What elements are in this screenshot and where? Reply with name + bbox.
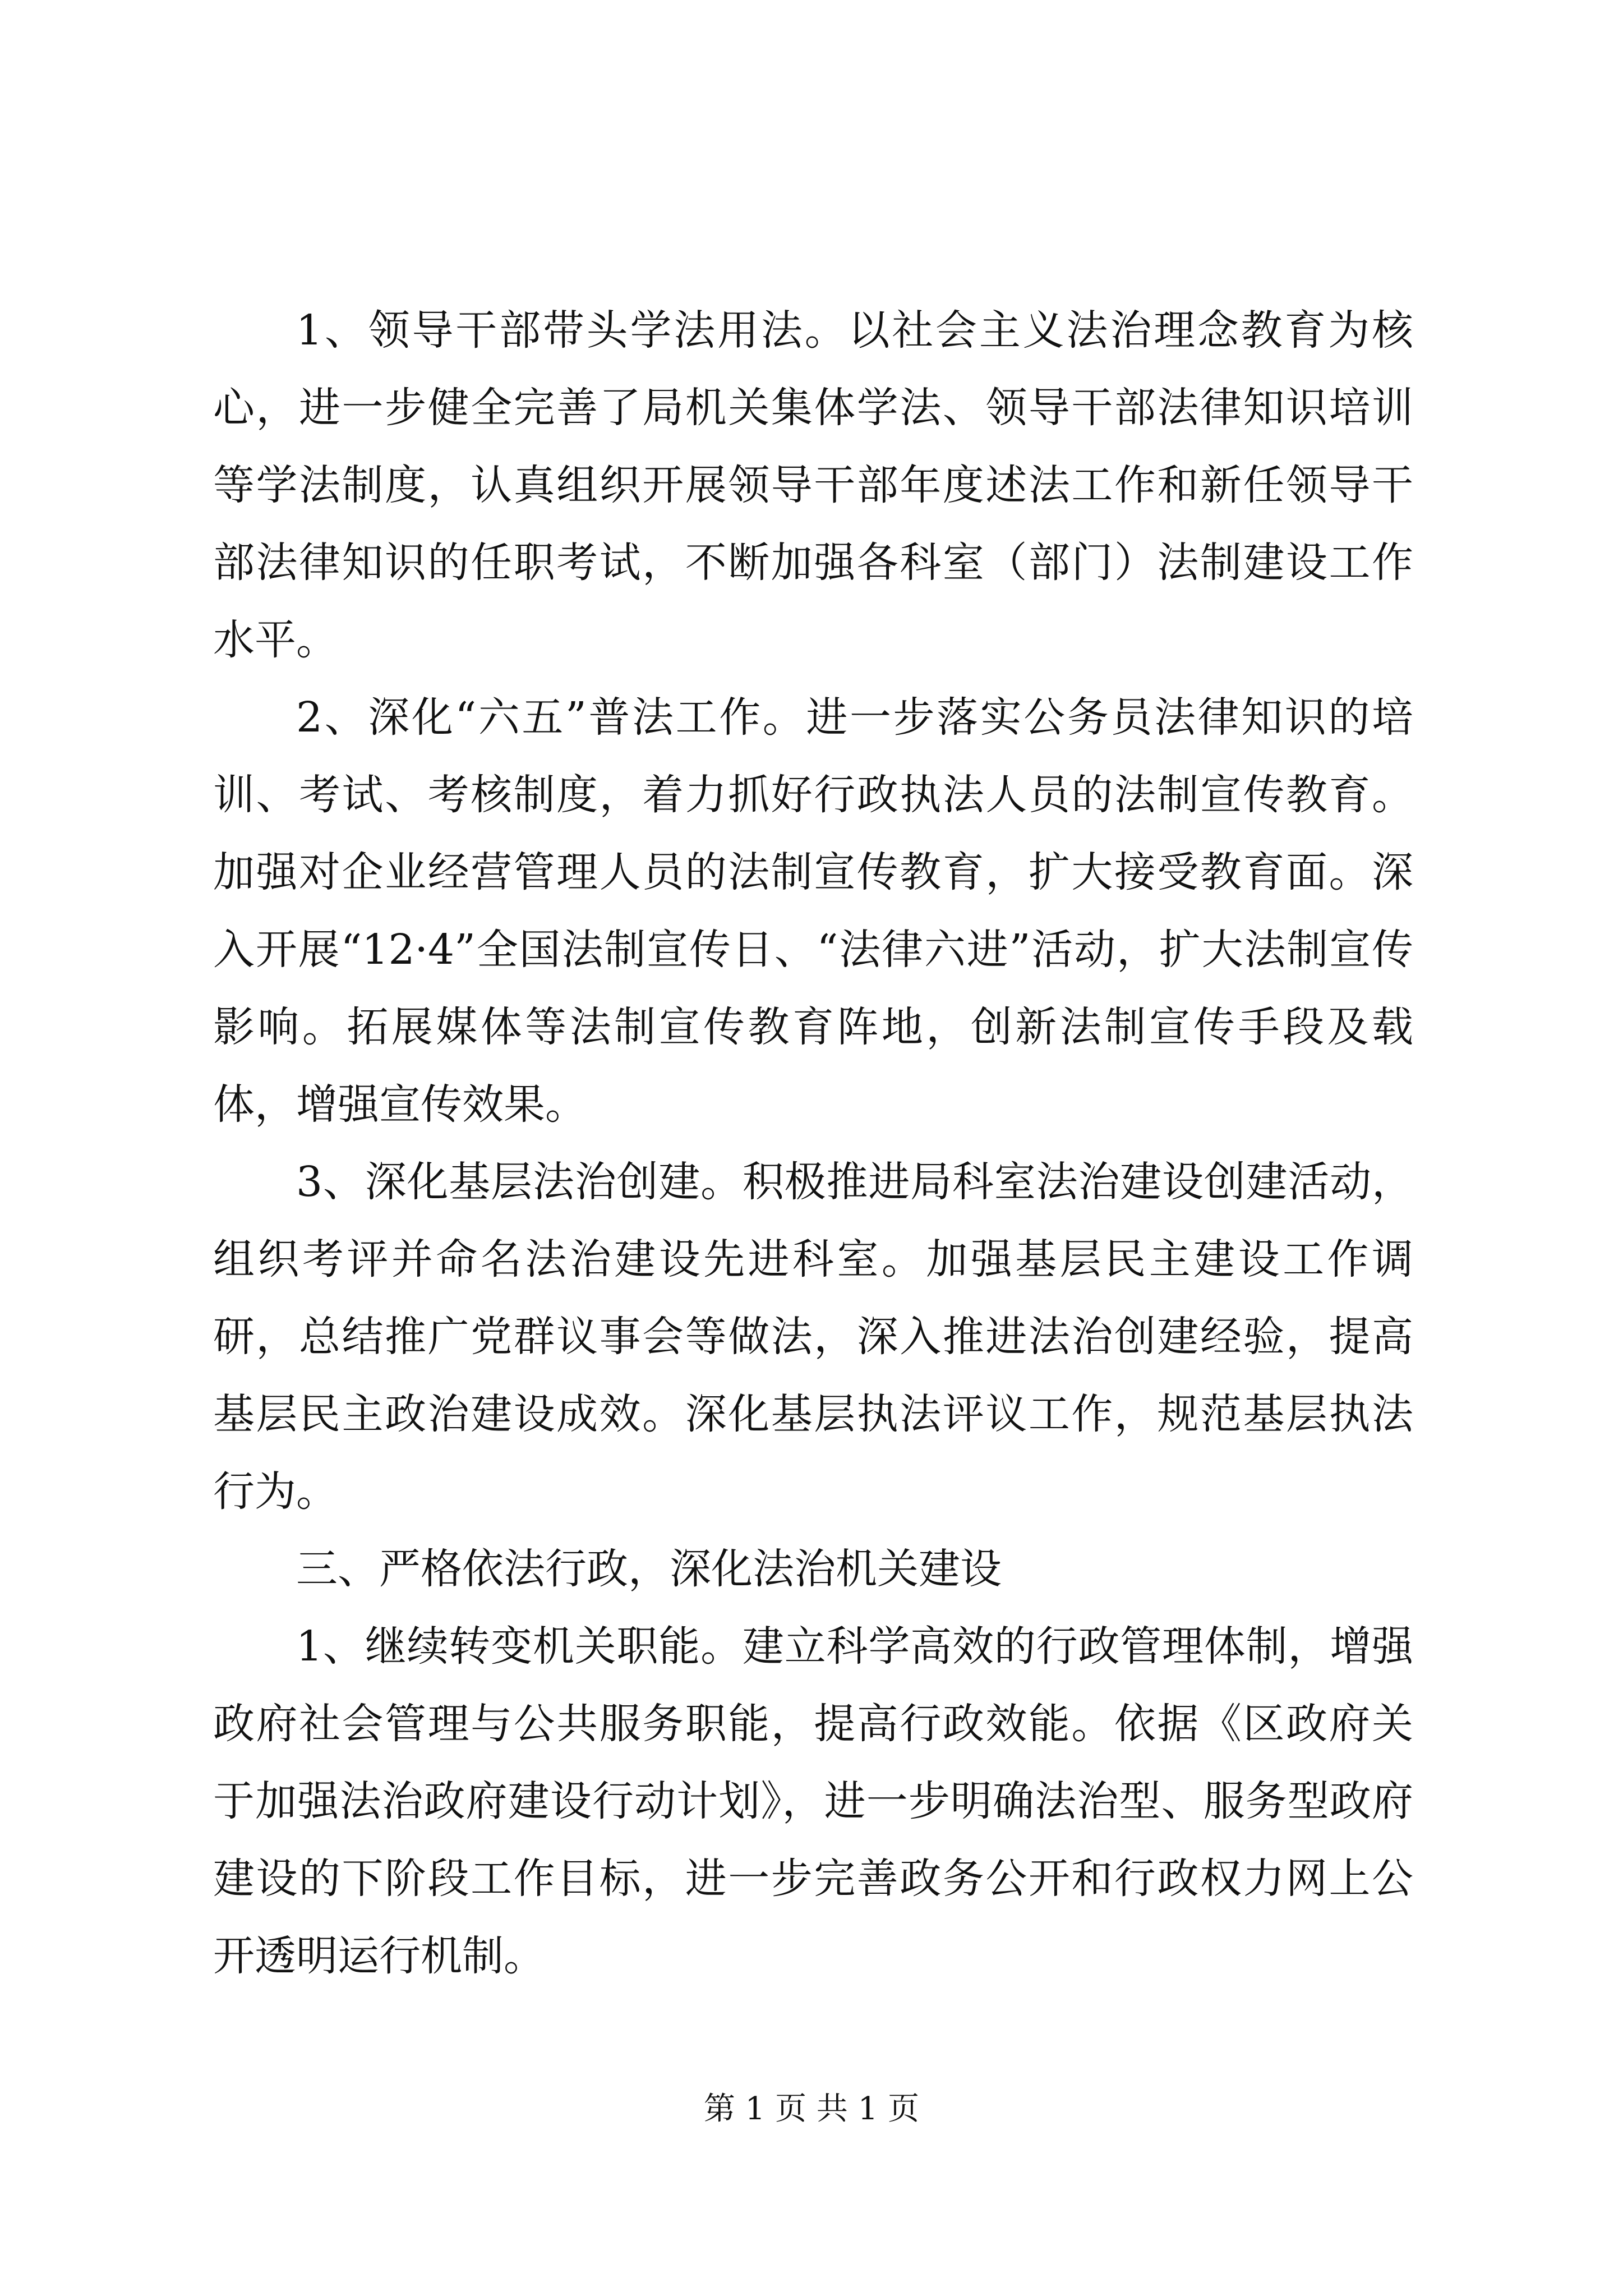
paragraph-deepen-legal-education: 2、深化“六五”普法工作。进一步落实公务员法律知识的培训、考试、考核制度，着力抓好行政执法人员的法制宣传教育。加强对企业经营管理人员的法制宣传教育，扩大接受教育面。深入开展“12·4”全国法制宣传日、“法律六进”活动，扩大法制宣传影响。拓展媒体等法制宣传教育阵地，创新法制宣传手段及载体，增强宣传效果。 xyxy=(213,693,1413,1129)
document-body xyxy=(213,292,1413,1995)
paragraph-grassroots-rule-of-law: 3、深化基层法治创建。积极推进局科室法治建设创建活动，组织考评并命名法治建设先进科室。加强基层民主建设工作调研，总结推广党群议事会等做法，深入推进法治创建经验，提高基层民主政治建设成效。深化基层执法评议工作，规范基层执法行为。 xyxy=(213,1158,1413,1516)
section-heading-lawful-administration: 三、严格依法行政，深化法治机关建设 xyxy=(296,1545,1002,1593)
page-number-footer: 第 1 页 共 1 页 xyxy=(703,2091,920,2127)
paragraph-leader-study-law: 1、领导干部带头学法用法。以社会主义法治理念教育为核心，进一步健全完善了局机关集体学法、领导干部法律知识培训等学法制度，认真组织开展领导干部年度述法工作和新任领导干部法律知识的任职考试，不断加强各科室（部门）法制建设工作水平。 xyxy=(213,306,1413,664)
paragraph-transform-functions: 1、继续转变机关职能。建立科学高效的行政管理体制，增强政府社会管理与公共服务职能，提高行政效能。依据《区政府关于加强法治政府建设行动计划》，进一步明确法治型、服务型政府建设的下阶段工作目标，进一步完善政务公开和行政权力网上公开透明运行机制。 xyxy=(213,1622,1413,1980)
